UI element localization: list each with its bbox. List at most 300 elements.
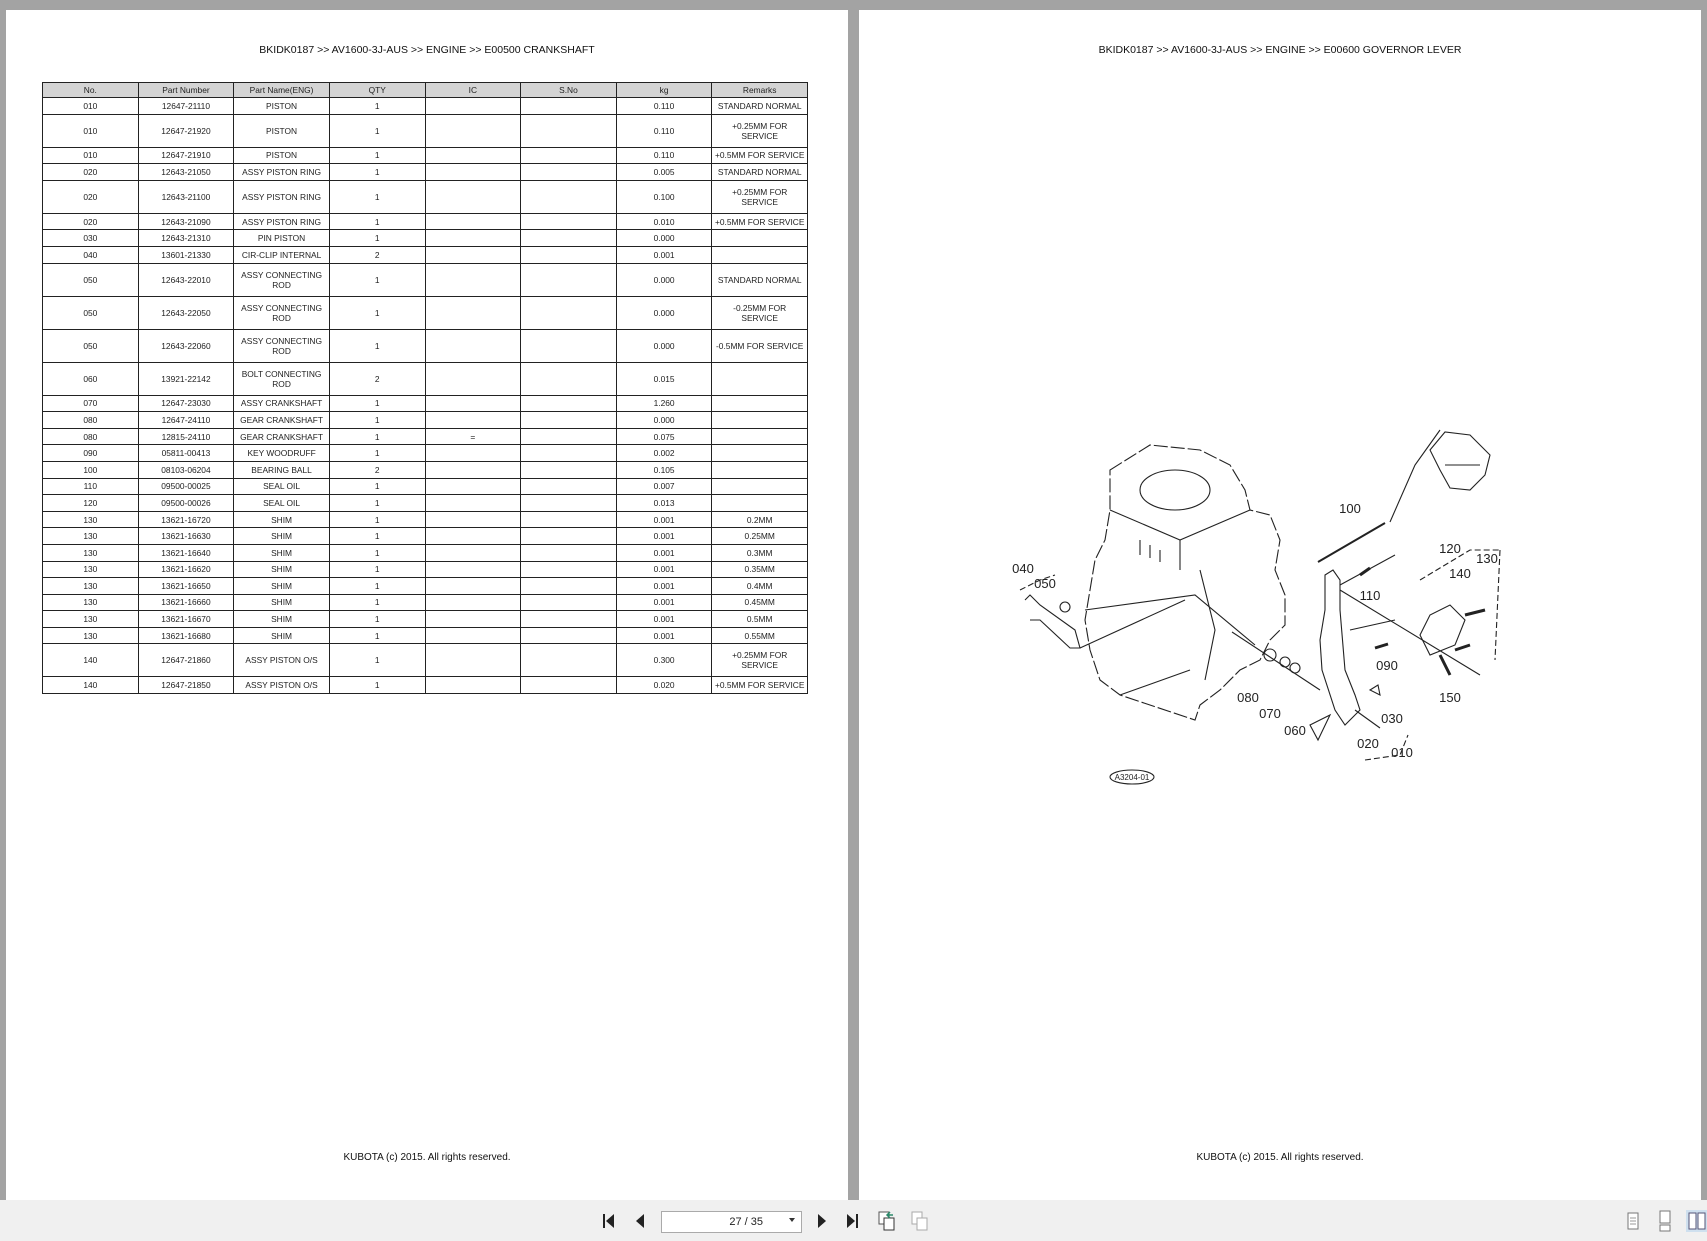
item-no-cell: 050: [43, 296, 139, 329]
part-number-cell: 13621-16660: [138, 594, 234, 611]
facing-pages-icon: [1688, 1211, 1706, 1231]
item-no-cell: 130: [43, 578, 139, 595]
item-no-cell: 080: [43, 428, 139, 445]
page-header: BKIDK0187 >> AV1600-3J-AUS >> ENGINE >> E00600 GOVERNOR LEVER: [1098, 44, 1462, 56]
table-row: [43, 478, 808, 495]
serial-no-cell: [521, 412, 617, 429]
part-name-cell: ASSY CONNECTING ROD: [234, 329, 330, 362]
part-name-cell: ASSY PISTON RING: [234, 213, 330, 230]
left-page: [6, 10, 848, 1200]
qty-cell: 1: [329, 147, 425, 164]
item-no-cell: 090: [43, 445, 139, 462]
chevron-down-icon: [789, 1218, 795, 1222]
parts-table: [42, 82, 808, 694]
ic-cell: [425, 98, 521, 115]
item-no-cell: 040: [43, 246, 139, 263]
item-no-cell: 020: [43, 164, 139, 181]
table-row: [43, 644, 808, 677]
table-row: [43, 98, 808, 115]
part-name-cell: CIR-CLIP INTERNAL: [234, 246, 330, 263]
remarks-cell: [712, 428, 808, 445]
part-name-cell: ASSY CONNECTING ROD: [234, 263, 330, 296]
callout-label: 040: [1012, 561, 1034, 576]
item-no-cell: 010: [43, 114, 139, 147]
ic-cell: [425, 544, 521, 561]
part-number-cell: 09500-00025: [138, 478, 234, 495]
pdf-navigation-toolbar: [0, 1200, 1707, 1241]
single-page-view-button[interactable]: [1624, 1210, 1642, 1232]
callout-label: 030: [1381, 711, 1403, 726]
qty-cell: 2: [329, 461, 425, 478]
serial-no-cell: [521, 627, 617, 644]
part-number-cell: 13621-16630: [138, 528, 234, 545]
qty-cell: 1: [329, 677, 425, 694]
remarks-cell: [712, 246, 808, 263]
part-number-cell: 13621-16620: [138, 561, 234, 578]
serial-no-cell: [521, 147, 617, 164]
serial-no-cell: [521, 561, 617, 578]
qty-cell: 1: [329, 395, 425, 412]
part-number-cell: 13621-16640: [138, 544, 234, 561]
weight-kg-cell: 0.000: [616, 329, 712, 362]
part-name-cell: ASSY PISTON O/S: [234, 677, 330, 694]
qty-cell: 1: [329, 180, 425, 213]
part-number-cell: 13601-21330: [138, 246, 234, 263]
weight-kg-cell: 0.020: [616, 677, 712, 694]
qty-cell: 1: [329, 230, 425, 247]
remarks-cell: [712, 362, 808, 395]
remarks-cell: +0.25MM FOR SERVICE: [712, 644, 808, 677]
prev-page-button[interactable]: [632, 1210, 648, 1232]
part-name-cell: ASSY CONNECTING ROD: [234, 296, 330, 329]
weight-kg-cell: 0.300: [616, 644, 712, 677]
serial-no-cell: [521, 528, 617, 545]
ic-cell: [425, 213, 521, 230]
remarks-cell: [712, 478, 808, 495]
continuous-icon: [1658, 1210, 1672, 1232]
item-no-cell: 030: [43, 230, 139, 247]
part-number-cell: 12647-21850: [138, 677, 234, 694]
callout-label: 060: [1284, 723, 1306, 738]
part-number-cell: 12815-24110: [138, 428, 234, 445]
table-row: [43, 412, 808, 429]
qty-cell: 1: [329, 428, 425, 445]
weight-kg-cell: 0.000: [616, 263, 712, 296]
table-row: [43, 230, 808, 247]
weight-kg-cell: 0.000: [616, 296, 712, 329]
item-no-cell: 010: [43, 98, 139, 115]
part-number-cell: 12643-21100: [138, 180, 234, 213]
table-row: [43, 627, 808, 644]
ic-cell: [425, 329, 521, 362]
callout-label: 080: [1237, 690, 1259, 705]
callout-label: 100: [1339, 501, 1361, 516]
remarks-cell: 0.25MM: [712, 528, 808, 545]
serial-no-cell: [521, 461, 617, 478]
part-name-cell: ASSY PISTON O/S: [234, 644, 330, 677]
column-header: Part Name(ENG): [234, 83, 330, 98]
table-row: [43, 544, 808, 561]
part-name-cell: ASSY PISTON RING: [234, 180, 330, 213]
weight-kg-cell: 0.001: [616, 528, 712, 545]
column-header: kg: [616, 83, 712, 98]
weight-kg-cell: 0.000: [616, 230, 712, 247]
remarks-cell: 0.5MM: [712, 611, 808, 628]
weight-kg-cell: 0.000: [616, 412, 712, 429]
remarks-cell: 0.45MM: [712, 594, 808, 611]
prev-page-icon: [634, 1212, 646, 1230]
page-indicator: 27 / 35: [729, 1216, 763, 1228]
last-page-icon: [844, 1212, 860, 1230]
table-row: [43, 329, 808, 362]
qty-cell: 1: [329, 445, 425, 462]
table-row: [43, 561, 808, 578]
ic-cell: [425, 362, 521, 395]
serial-no-cell: [521, 329, 617, 362]
ic-cell: [425, 495, 521, 512]
weight-kg-cell: 0.001: [616, 561, 712, 578]
callout-label: 110: [1359, 588, 1381, 603]
part-number-cell: 13621-16650: [138, 578, 234, 595]
serial-no-cell: [521, 213, 617, 230]
remarks-cell: 0.35MM: [712, 561, 808, 578]
part-name-cell: ASSY CRANKSHAFT: [234, 395, 330, 412]
callout-label: 130: [1476, 551, 1498, 566]
item-no-cell: 130: [43, 594, 139, 611]
weight-kg-cell: 0.001: [616, 578, 712, 595]
table-row: [43, 147, 808, 164]
part-name-cell: BOLT CONNECTING ROD: [234, 362, 330, 395]
weight-kg-cell: 0.002: [616, 445, 712, 462]
ic-cell: [425, 644, 521, 677]
figure-id-label: A3204-01: [1114, 773, 1150, 782]
weight-kg-cell: 0.015: [616, 362, 712, 395]
remarks-cell: 0.3MM: [712, 544, 808, 561]
serial-no-cell: [521, 644, 617, 677]
item-no-cell: 010: [43, 147, 139, 164]
part-name-cell: SEAL OIL: [234, 478, 330, 495]
continuous-view-button[interactable]: [1656, 1210, 1674, 1232]
ic-cell: =: [425, 428, 521, 445]
previous-view-button[interactable]: [876, 1210, 898, 1232]
qty-cell: 1: [329, 511, 425, 528]
part-name-cell: PISTON: [234, 98, 330, 115]
qty-cell: 2: [329, 362, 425, 395]
part-name-cell: ASSY PISTON RING: [234, 164, 330, 181]
callout-label: 050: [1034, 576, 1056, 591]
last-page-button[interactable]: [843, 1210, 861, 1232]
qty-cell: 1: [329, 528, 425, 545]
first-page-icon: [601, 1212, 617, 1230]
serial-no-cell: [521, 362, 617, 395]
item-no-cell: 130: [43, 611, 139, 628]
serial-no-cell: [521, 495, 617, 512]
weight-kg-cell: 0.105: [616, 461, 712, 478]
remarks-cell: +0.25MM FOR SERVICE: [712, 180, 808, 213]
ic-cell: [425, 611, 521, 628]
ic-cell: [425, 395, 521, 412]
qty-cell: 1: [329, 495, 425, 512]
part-name-cell: SHIM: [234, 578, 330, 595]
serial-no-cell: [521, 296, 617, 329]
part-number-cell: 13621-16670: [138, 611, 234, 628]
ic-cell: [425, 561, 521, 578]
weight-kg-cell: 0.005: [616, 164, 712, 181]
part-number-cell: 05811-00413: [138, 445, 234, 462]
table-row: [43, 395, 808, 412]
qty-cell: 1: [329, 627, 425, 644]
part-number-cell: 12647-21860: [138, 644, 234, 677]
part-number-cell: 13621-16720: [138, 511, 234, 528]
first-page-button[interactable]: [600, 1210, 618, 1232]
qty-cell: 1: [329, 114, 425, 147]
weight-kg-cell: 0.001: [616, 544, 712, 561]
serial-no-cell: [521, 611, 617, 628]
callout-label: 020: [1357, 736, 1379, 751]
part-number-cell: 09500-00026: [138, 495, 234, 512]
column-header: IC: [425, 83, 521, 98]
remarks-cell: -0.25MM FOR SERVICE: [712, 296, 808, 329]
remarks-cell: +0.25MM FOR SERVICE: [712, 114, 808, 147]
qty-cell: 1: [329, 98, 425, 115]
weight-kg-cell: 0.007: [616, 478, 712, 495]
qty-cell: 1: [329, 544, 425, 561]
qty-cell: 1: [329, 611, 425, 628]
item-no-cell: 020: [43, 213, 139, 230]
item-no-cell: 130: [43, 528, 139, 545]
part-name-cell: SHIM: [234, 528, 330, 545]
remarks-cell: [712, 495, 808, 512]
remarks-cell: [712, 445, 808, 462]
next-view-button[interactable]: [909, 1210, 931, 1232]
remarks-cell: +0.5MM FOR SERVICE: [712, 677, 808, 694]
table-row: [43, 495, 808, 512]
part-number-cell: 12643-22060: [138, 329, 234, 362]
item-no-cell: 130: [43, 511, 139, 528]
part-name-cell: KEY WOODRUFF: [234, 445, 330, 462]
remarks-cell: [712, 461, 808, 478]
governor-shaft-drawing: [1025, 595, 1185, 648]
callout-label: 070: [1259, 706, 1281, 721]
serial-no-cell: [521, 246, 617, 263]
serial-no-cell: [521, 594, 617, 611]
item-no-cell: 130: [43, 627, 139, 644]
qty-cell: 1: [329, 578, 425, 595]
table-row: [43, 594, 808, 611]
ic-cell: [425, 578, 521, 595]
next-page-button[interactable]: [814, 1210, 830, 1232]
table-row: [43, 578, 808, 595]
part-number-cell: 12647-21110: [138, 98, 234, 115]
serial-no-cell: [521, 544, 617, 561]
table-row: [43, 511, 808, 528]
table-row: [43, 296, 808, 329]
ic-cell: [425, 478, 521, 495]
part-number-cell: 12647-21910: [138, 147, 234, 164]
remarks-cell: [712, 412, 808, 429]
column-header: QTY: [329, 83, 425, 98]
part-number-cell: 12643-22050: [138, 296, 234, 329]
part-name-cell: SHIM: [234, 611, 330, 628]
table-row: [43, 164, 808, 181]
governor-rod-drawing: [1318, 430, 1440, 648]
table-row: [43, 246, 808, 263]
serial-no-cell: [521, 677, 617, 694]
ic-cell: [425, 511, 521, 528]
ic-cell: [425, 246, 521, 263]
serial-no-cell: [521, 180, 617, 213]
table-row: [43, 611, 808, 628]
weight-kg-cell: 0.075: [616, 428, 712, 445]
qty-cell: 1: [329, 594, 425, 611]
carburetor-drawing: [1430, 432, 1490, 490]
qty-cell: 2: [329, 246, 425, 263]
qty-cell: 1: [329, 561, 425, 578]
part-name-cell: SHIM: [234, 544, 330, 561]
part-number-cell: 12643-21090: [138, 213, 234, 230]
weight-kg-cell: 0.001: [616, 511, 712, 528]
weight-kg-cell: 0.010: [616, 213, 712, 230]
part-number-cell: 13921-22142: [138, 362, 234, 395]
item-no-cell: 080: [43, 412, 139, 429]
item-no-cell: 140: [43, 677, 139, 694]
remarks-cell: 0.4MM: [712, 578, 808, 595]
page-footer: KUBOTA (c) 2015. All rights reserved.: [1196, 1152, 1364, 1163]
part-number-cell: 12643-21310: [138, 230, 234, 247]
column-header: Remarks: [712, 83, 808, 98]
ic-cell: [425, 114, 521, 147]
item-no-cell: 050: [43, 329, 139, 362]
ic-cell: [425, 677, 521, 694]
goto-next-view-icon: [910, 1210, 930, 1232]
item-no-cell: 130: [43, 561, 139, 578]
weight-kg-cell: 0.110: [616, 114, 712, 147]
remarks-cell: STANDARD NORMAL: [712, 98, 808, 115]
table-row: [43, 213, 808, 230]
serial-no-cell: [521, 511, 617, 528]
table-row: [43, 362, 808, 395]
part-name-cell: SEAL OIL: [234, 495, 330, 512]
table-row: [43, 445, 808, 462]
serial-no-cell: [521, 445, 617, 462]
ic-cell: [425, 180, 521, 213]
engine-block-drawing: [1085, 445, 1285, 720]
remarks-cell: +0.5MM FOR SERVICE: [712, 147, 808, 164]
ic-cell: [425, 263, 521, 296]
remarks-cell: 0.55MM: [712, 627, 808, 644]
part-name-cell: BEARING BALL: [234, 461, 330, 478]
item-no-cell: 140: [43, 644, 139, 677]
qty-cell: 1: [329, 213, 425, 230]
part-number-cell: 12643-21050: [138, 164, 234, 181]
table-row: [43, 428, 808, 445]
serial-no-cell: [521, 164, 617, 181]
part-name-cell: GEAR CRANKSHAFT: [234, 412, 330, 429]
weight-kg-cell: 1.260: [616, 395, 712, 412]
serial-no-cell: [521, 263, 617, 296]
column-header: Part Number: [138, 83, 234, 98]
callout-label: 150: [1439, 690, 1461, 705]
table-row: [43, 677, 808, 694]
weight-kg-cell: 0.001: [616, 246, 712, 263]
remarks-cell: +0.5MM FOR SERVICE: [712, 213, 808, 230]
goto-previous-view-icon: [877, 1210, 897, 1232]
ic-cell: [425, 147, 521, 164]
remarks-cell: [712, 230, 808, 247]
weight-kg-cell: 0.100: [616, 180, 712, 213]
part-name-cell: SHIM: [234, 594, 330, 611]
page-header: BKIDK0187 >> AV1600-3J-AUS >> ENGINE >> E00500 CRANKSHAFT: [259, 44, 595, 56]
serial-no-cell: [521, 230, 617, 247]
serial-no-cell: [521, 478, 617, 495]
governor-lever-exploded-diagram: [1000, 410, 1560, 790]
facing-pages-view-button[interactable]: [1686, 1210, 1707, 1232]
serial-no-cell: [521, 98, 617, 115]
ic-cell: [425, 296, 521, 329]
qty-cell: 1: [329, 263, 425, 296]
ic-cell: [425, 445, 521, 462]
weight-kg-cell: 0.001: [616, 627, 712, 644]
remarks-cell: 0.2MM: [712, 511, 808, 528]
table-row: [43, 528, 808, 545]
item-no-cell: 120: [43, 495, 139, 512]
right-page: [859, 10, 1701, 1200]
qty-cell: 1: [329, 164, 425, 181]
page-footer: KUBOTA (c) 2015. All rights reserved.: [343, 1152, 511, 1163]
table-row: [43, 461, 808, 478]
ic-cell: [425, 412, 521, 429]
table-row: [43, 180, 808, 213]
callout-label: 120: [1439, 541, 1461, 556]
weight-kg-cell: 0.110: [616, 147, 712, 164]
part-name-cell: SHIM: [234, 511, 330, 528]
part-number-cell: 12647-23030: [138, 395, 234, 412]
weight-kg-cell: 0.013: [616, 495, 712, 512]
page-number-input[interactable]: [661, 1211, 802, 1233]
part-name-cell: SHIM: [234, 561, 330, 578]
table-header-row: [43, 83, 808, 98]
column-header: S.No: [521, 83, 617, 98]
item-no-cell: 020: [43, 180, 139, 213]
serial-no-cell: [521, 428, 617, 445]
part-name-cell: PIN PISTON: [234, 230, 330, 247]
part-name-cell: SHIM: [234, 627, 330, 644]
part-number-cell: 12643-22010: [138, 263, 234, 296]
qty-cell: 1: [329, 296, 425, 329]
ic-cell: [425, 230, 521, 247]
qty-cell: 1: [329, 329, 425, 362]
part-number-cell: 13621-16680: [138, 627, 234, 644]
table-row: [43, 263, 808, 296]
part-name-cell: PISTON: [234, 114, 330, 147]
part-name-cell: PISTON: [234, 147, 330, 164]
part-number-cell: 12647-24110: [138, 412, 234, 429]
item-no-cell: 070: [43, 395, 139, 412]
remarks-cell: STANDARD NORMAL: [712, 164, 808, 181]
callout-label: 010: [1391, 745, 1413, 760]
callout-label: 090: [1376, 658, 1398, 673]
remarks-cell: STANDARD NORMAL: [712, 263, 808, 296]
qty-cell: 1: [329, 478, 425, 495]
ic-cell: [425, 528, 521, 545]
qty-cell: 1: [329, 412, 425, 429]
ic-cell: [425, 627, 521, 644]
part-number-cell: 12647-21920: [138, 114, 234, 147]
remarks-cell: [712, 395, 808, 412]
weight-kg-cell: 0.110: [616, 98, 712, 115]
callout-label: 140: [1449, 566, 1471, 581]
part-name-cell: GEAR CRANKSHAFT: [234, 428, 330, 445]
